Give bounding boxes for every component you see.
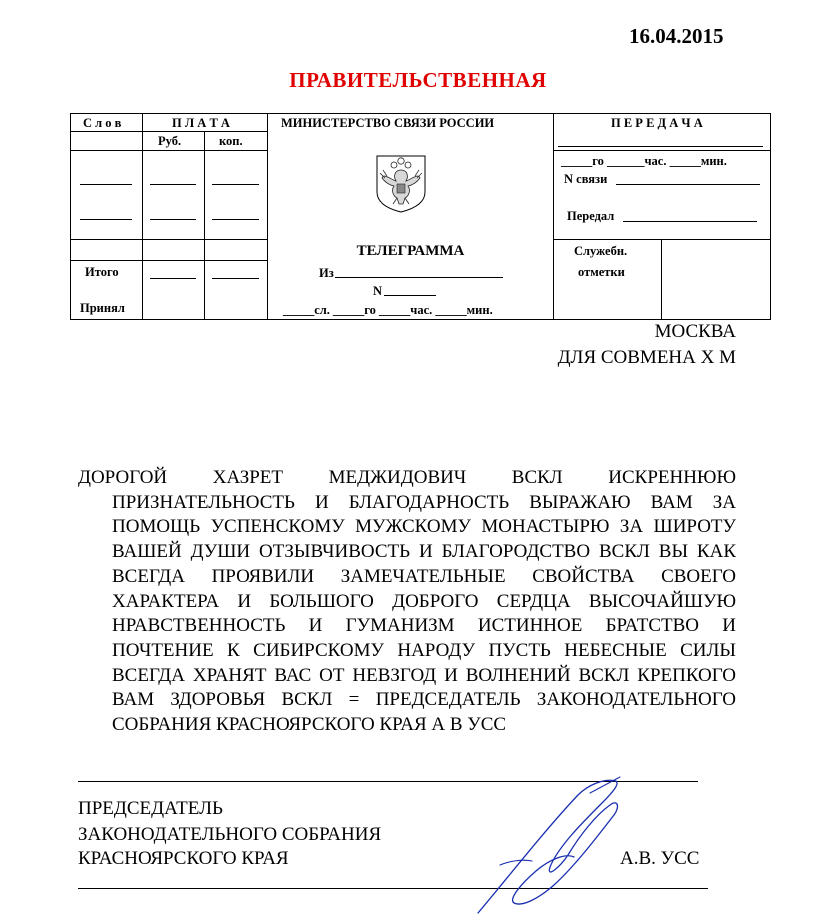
telegram-label: ТЕЛЕГРАММА (356, 243, 465, 259)
transmission-label: П Е Р Е Д А Ч А (611, 116, 703, 130)
message-body (78, 466, 736, 738)
from-label: Из (319, 266, 334, 280)
signatory-title-2: ЗАКОНОДАТЕЛЬНОГО СОБРАНИЯ (78, 824, 382, 845)
coat-of-arms-icon (375, 154, 427, 214)
urgency-category: ПРАВИТЕЛЬСТВЕННАЯ (289, 68, 547, 92)
kop-label: коп. (219, 134, 243, 148)
payment-label: П Л А Т А (172, 116, 230, 130)
ministry-label: МИНИСТЕРСТВО СВЯЗИ РОССИИ (281, 116, 495, 130)
signatory-name: А.В. УСС (620, 848, 700, 869)
recipient-line: ДЛЯ СОВМЕНА Х М (557, 347, 736, 368)
signatory-title-3: КРАСНОЯРСКОГО КРАЯ (78, 848, 289, 869)
handwritten-signature-icon (470, 775, 630, 920)
service-marks-label: отметки (578, 265, 625, 279)
accepted-label: Принял (80, 301, 125, 315)
telegram-form (70, 113, 771, 320)
destination-city: МОСКВА (654, 321, 736, 342)
rub-label: Руб. (158, 134, 182, 148)
time-row: _____сл. _____го _____час. _____мин. (283, 303, 493, 317)
service-label: Служебн. (574, 244, 628, 258)
signatory-title-1: ПРЕДСЕДАТЕЛЬ (78, 798, 223, 819)
total-label: Итого (85, 265, 119, 279)
transmitted-label: Передал (567, 209, 615, 223)
link-number-label: N связи (564, 172, 608, 186)
telegram-date: 16.04.2015 (629, 24, 724, 48)
words-label: С л о в (83, 116, 122, 130)
transmission-time-row: _____го ______час. _____мин. (561, 154, 727, 168)
number-label: N (373, 284, 383, 298)
message-text: ДОРОГОЙ ХАЗРЕТ МЕДЖИДОВИЧ ВСКЛ ИСКРЕННЮЮ ПРИЗНАТЕЛЬНОСТЬ И БЛАГОДАРНОСТЬ ВЫРАЖАЮ ВАМ ЗА ПОМОЩЬ УСПЕНСКОМУ МУЖСКОМУ МОНАСТЫРЮ ЗА ШИРОТУ ВАШЕЙ ДУШИ ОТЗЫВЧИВОСТЬ И БЛАГОРОДСТВО ВСКЛ ВЫ КАК ВСЕГДА ПРОЯВИЛИ ЗАМЕЧАТЕЛЬНЫЕ СВОЙСТВА СВОЕГО ХАРАКТЕРА И БОЛЬШОГО ДОБРОГО СЕРДЦА ВЫСОЧАЙШУЮ НРАВСТВЕННОСТЬ И ГУМАНИЗМ ИСТИННОЕ БРАТСТВО И ПОЧТЕНИЕ К СИБИРСКОМУ НАРОДУ ПУСТЬ НЕБЕСНЫЕ СИЛЫ ВСЕГДА ХРАНЯТ ВАС ОТ НЕВЗГОД И ВОЛНЕНИЙ ВСКЛ КРЕПКОГО ВАМ ЗДОРОВЬЯ ВСКЛ = ПРЕДСЕДАТЕЛЬ ЗАКОНОДАТЕЛЬНОГО СОБРАНИЯ КРАСНОЯРСКОГО КРАЯ А В УСС (78, 467, 736, 736)
